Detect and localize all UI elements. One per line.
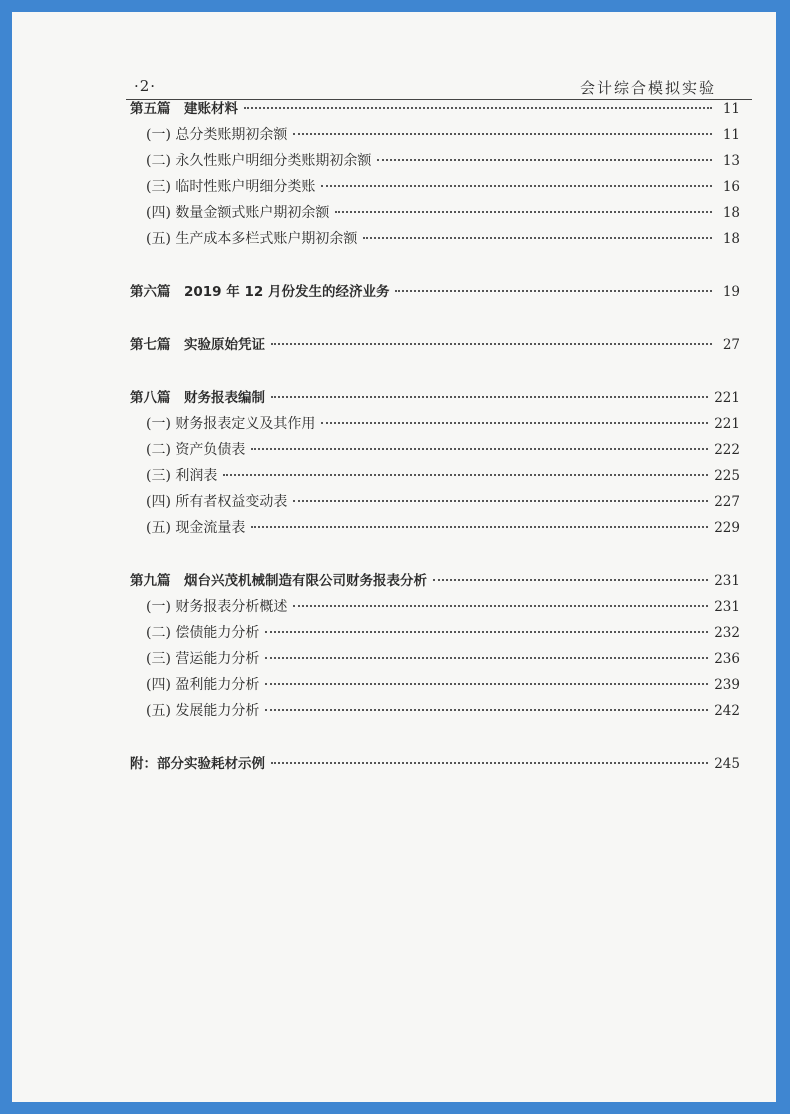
toc-subentry[interactable] xyxy=(130,148,740,174)
toc-entry[interactable] xyxy=(130,279,740,305)
dot-leader xyxy=(293,605,708,607)
toc-subentry-title: (二) 资产负债表 xyxy=(146,442,246,458)
toc-subentry[interactable] xyxy=(130,672,740,698)
toc-entry-title: 第七篇 实验原始凭证 xyxy=(130,337,265,353)
toc-entry-title: 附：部分实验耗材示例 xyxy=(130,756,265,772)
dot-leader xyxy=(271,762,708,764)
toc-subentry-title: (五) 现金流量表 xyxy=(146,520,246,536)
toc-subentry[interactable] xyxy=(130,122,740,148)
dot-leader xyxy=(265,631,708,633)
dot-leader xyxy=(363,237,712,239)
toc-entry[interactable] xyxy=(130,568,740,594)
toc-subentry[interactable] xyxy=(130,463,740,489)
toc-subentry-page: 231 xyxy=(714,599,740,615)
dot-leader xyxy=(265,683,708,685)
toc-section-5 xyxy=(130,96,740,252)
toc-subentry-title: (一) 财务报表分析概述 xyxy=(146,599,288,615)
toc-subentry-title: (四) 数量金额式账户期初余额 xyxy=(146,205,330,221)
toc-subentry[interactable] xyxy=(130,620,740,646)
dot-leader xyxy=(271,343,712,345)
dot-leader xyxy=(293,500,708,502)
dot-leader xyxy=(377,159,712,161)
toc-entry[interactable] xyxy=(130,751,740,777)
dot-leader xyxy=(223,474,708,476)
toc-subentry[interactable] xyxy=(130,411,740,437)
toc-appendix xyxy=(130,751,740,777)
dot-leader xyxy=(244,107,712,109)
toc-subentry-title: (三) 临时性账户明细分类账 xyxy=(146,179,316,195)
dot-leader xyxy=(321,185,712,187)
toc-subentry-page: 221 xyxy=(714,416,740,432)
toc-entry-page: 231 xyxy=(714,573,740,589)
toc-subentry-page: 229 xyxy=(714,520,740,536)
toc-section-7 xyxy=(130,332,740,358)
toc-entry-title: 第六篇 2019 年 12 月份发生的经济业务 xyxy=(130,284,390,300)
toc-subentry-page: 18 xyxy=(722,231,740,247)
book-title: 会计综合模拟实验 xyxy=(579,79,716,97)
toc-subentry-title: (二) 永久性账户明细分类账期初余额 xyxy=(146,153,372,169)
toc-entry-title: 第八篇 财务报表编制 xyxy=(130,390,265,406)
toc-subentry-page: 222 xyxy=(714,442,740,458)
toc-entry-page: 245 xyxy=(714,756,740,772)
dot-leader xyxy=(335,211,712,213)
table-of-contents xyxy=(130,96,740,777)
toc-section-9 xyxy=(130,568,740,724)
dot-leader xyxy=(293,133,712,135)
dot-leader xyxy=(321,422,708,424)
dot-leader xyxy=(271,396,708,398)
toc-subentry-page: 239 xyxy=(714,677,740,693)
toc-subentry-page: 232 xyxy=(714,625,740,641)
toc-subentry[interactable] xyxy=(130,174,740,200)
page-number: ·2· xyxy=(134,77,157,95)
toc-entry-page: 19 xyxy=(722,284,740,300)
toc-entry[interactable] xyxy=(130,332,740,358)
toc-subentry-page: 16 xyxy=(722,179,740,195)
toc-subentry-page: 236 xyxy=(714,651,740,667)
toc-entry-title: 第九篇 烟台兴茂机械制造有限公司财务报表分析 xyxy=(130,573,427,589)
dot-leader xyxy=(251,448,708,450)
toc-subentry[interactable] xyxy=(130,226,740,252)
toc-subentry-title: (三) 营运能力分析 xyxy=(146,651,260,667)
toc-entry[interactable] xyxy=(130,385,740,411)
dot-leader xyxy=(265,709,708,711)
toc-subentry[interactable] xyxy=(130,200,740,226)
toc-entry-page: 11 xyxy=(722,101,740,117)
toc-subentry-page: 227 xyxy=(714,494,740,510)
toc-subentry-page: 13 xyxy=(722,153,740,169)
toc-subentry-title: (四) 所有者权益变动表 xyxy=(146,494,288,510)
toc-subentry[interactable] xyxy=(130,515,740,541)
toc-subentry[interactable] xyxy=(130,646,740,672)
toc-subentry[interactable] xyxy=(130,698,740,724)
toc-subentry-page: 11 xyxy=(722,127,740,143)
toc-section-6 xyxy=(130,279,740,305)
dot-leader xyxy=(265,657,708,659)
toc-subentry-page: 18 xyxy=(722,205,740,221)
dot-leader xyxy=(251,526,708,528)
toc-subentry[interactable] xyxy=(130,594,740,620)
toc-subentry[interactable] xyxy=(130,437,740,463)
toc-section-8 xyxy=(130,385,740,541)
toc-subentry-page: 242 xyxy=(714,703,740,719)
toc-subentry[interactable] xyxy=(130,489,740,515)
toc-entry-page: 27 xyxy=(722,337,740,353)
toc-subentry-title: (二) 偿债能力分析 xyxy=(146,625,260,641)
toc-subentry-title: (一) 总分类账期初余额 xyxy=(146,127,288,143)
toc-entry-title: 第五篇 建账材料 xyxy=(130,101,238,117)
dot-leader xyxy=(395,290,712,292)
toc-entry-page: 221 xyxy=(714,390,740,406)
toc-subentry-title: (五) 生产成本多栏式账户期初余额 xyxy=(146,231,358,247)
toc-subentry-title: (三) 利润表 xyxy=(146,468,218,484)
dot-leader xyxy=(433,579,708,581)
toc-entry[interactable] xyxy=(130,96,740,122)
toc-subentry-title: (一) 财务报表定义及其作用 xyxy=(146,416,316,432)
toc-subentry-title: (四) 盈利能力分析 xyxy=(146,677,260,693)
toc-subentry-page: 225 xyxy=(714,468,740,484)
toc-subentry-title: (五) 发展能力分析 xyxy=(146,703,260,719)
